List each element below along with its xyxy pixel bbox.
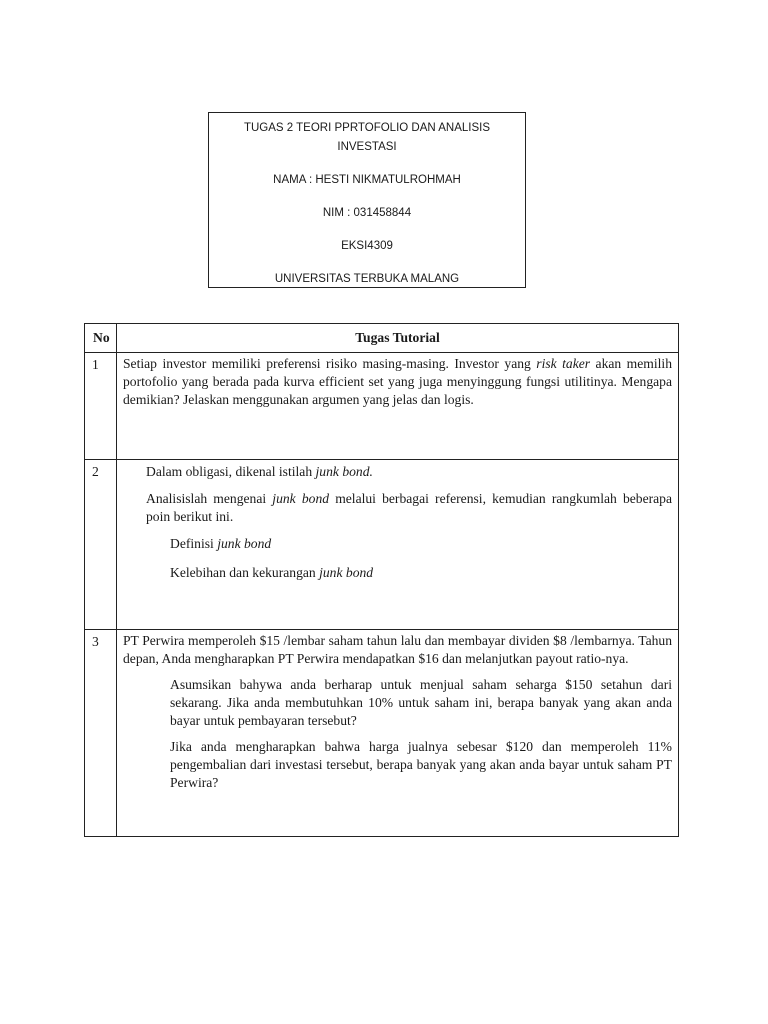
task-cell bbox=[117, 630, 679, 837]
task-2-instruction: Analisislah mengenai junk bond melalui berbagai referensi, kemudian rangkumlah beberapa poin berikut ini. bbox=[146, 491, 672, 524]
task-cell bbox=[117, 353, 679, 460]
task-2-intro: Dalam obligasi, dikenal istilah junk bond. bbox=[146, 464, 373, 479]
assignment-title-line-2: INVESTASI bbox=[337, 141, 397, 153]
table-header-row bbox=[85, 324, 679, 353]
emphasis-risk-taker: risk taker bbox=[536, 356, 591, 371]
table-row bbox=[85, 353, 679, 460]
row-number: 1 bbox=[85, 353, 117, 460]
cover-info-box bbox=[208, 112, 526, 288]
task-1-question: Setiap investor memiliki preferensi risiko masing-masing. Investor yang risk taker akan memilih portofolio yang berada pada kurva efficient set yang juga menyinggung fungsi utilitinya. Mengapa demikian? Jelaskan menggunakan argumen yang jelas dan logis. bbox=[123, 356, 672, 407]
tutorial-task-table bbox=[84, 323, 679, 837]
task-cell bbox=[117, 460, 679, 630]
university-name: UNIVERSITAS TERBUKA MALANG bbox=[274, 273, 460, 285]
student-name: NAMA : HESTI NIKMATULROHMAH bbox=[273, 174, 461, 186]
student-nim: NIM : 031458844 bbox=[322, 207, 412, 219]
task-3-intro: PT Perwira memperoleh $15 /lembar saham tahun lalu dan membayar dividen $8 /lembarnya. Tahun depan, Anda mengharapkan PT Perwira mendapatkan $16 dan melanjutkan payout ratio-nya. bbox=[123, 633, 672, 666]
row-number: 3 bbox=[85, 630, 117, 837]
task-3-question-a: Asumsikan bahywa anda berharap untuk menjual saham seharga $150 setahun dari sekarang. Jika anda membutuhkan 10% untuk saham ini, berapa banyak yang akan anda bayar untuk pembayaran tersebut? bbox=[170, 677, 672, 728]
row-number: 2 bbox=[85, 460, 117, 630]
task-2-point-pros-cons: Kelebihan dan kekurangan junk bond bbox=[170, 565, 374, 580]
course-code: EKSI4309 bbox=[341, 240, 393, 252]
column-header-task: Tugas Tutorial bbox=[117, 324, 679, 353]
task-3-question-b: Jika anda mengharapkan bahwa harga jualnya sebesar $120 dan memperoleh 11% pengembalian dari investasi tersebut, berapa banyak yang akan anda bayar untuk saham PT Perwira? bbox=[170, 739, 672, 790]
assignment-title-line-1: TUGAS 2 TEORI PPRTOFOLIO DAN ANALISIS bbox=[243, 122, 491, 134]
task-2-point-definition: Definisi junk bond bbox=[170, 536, 272, 551]
table-row bbox=[85, 630, 679, 837]
table-row bbox=[85, 460, 679, 630]
column-header-no: No bbox=[85, 324, 117, 353]
